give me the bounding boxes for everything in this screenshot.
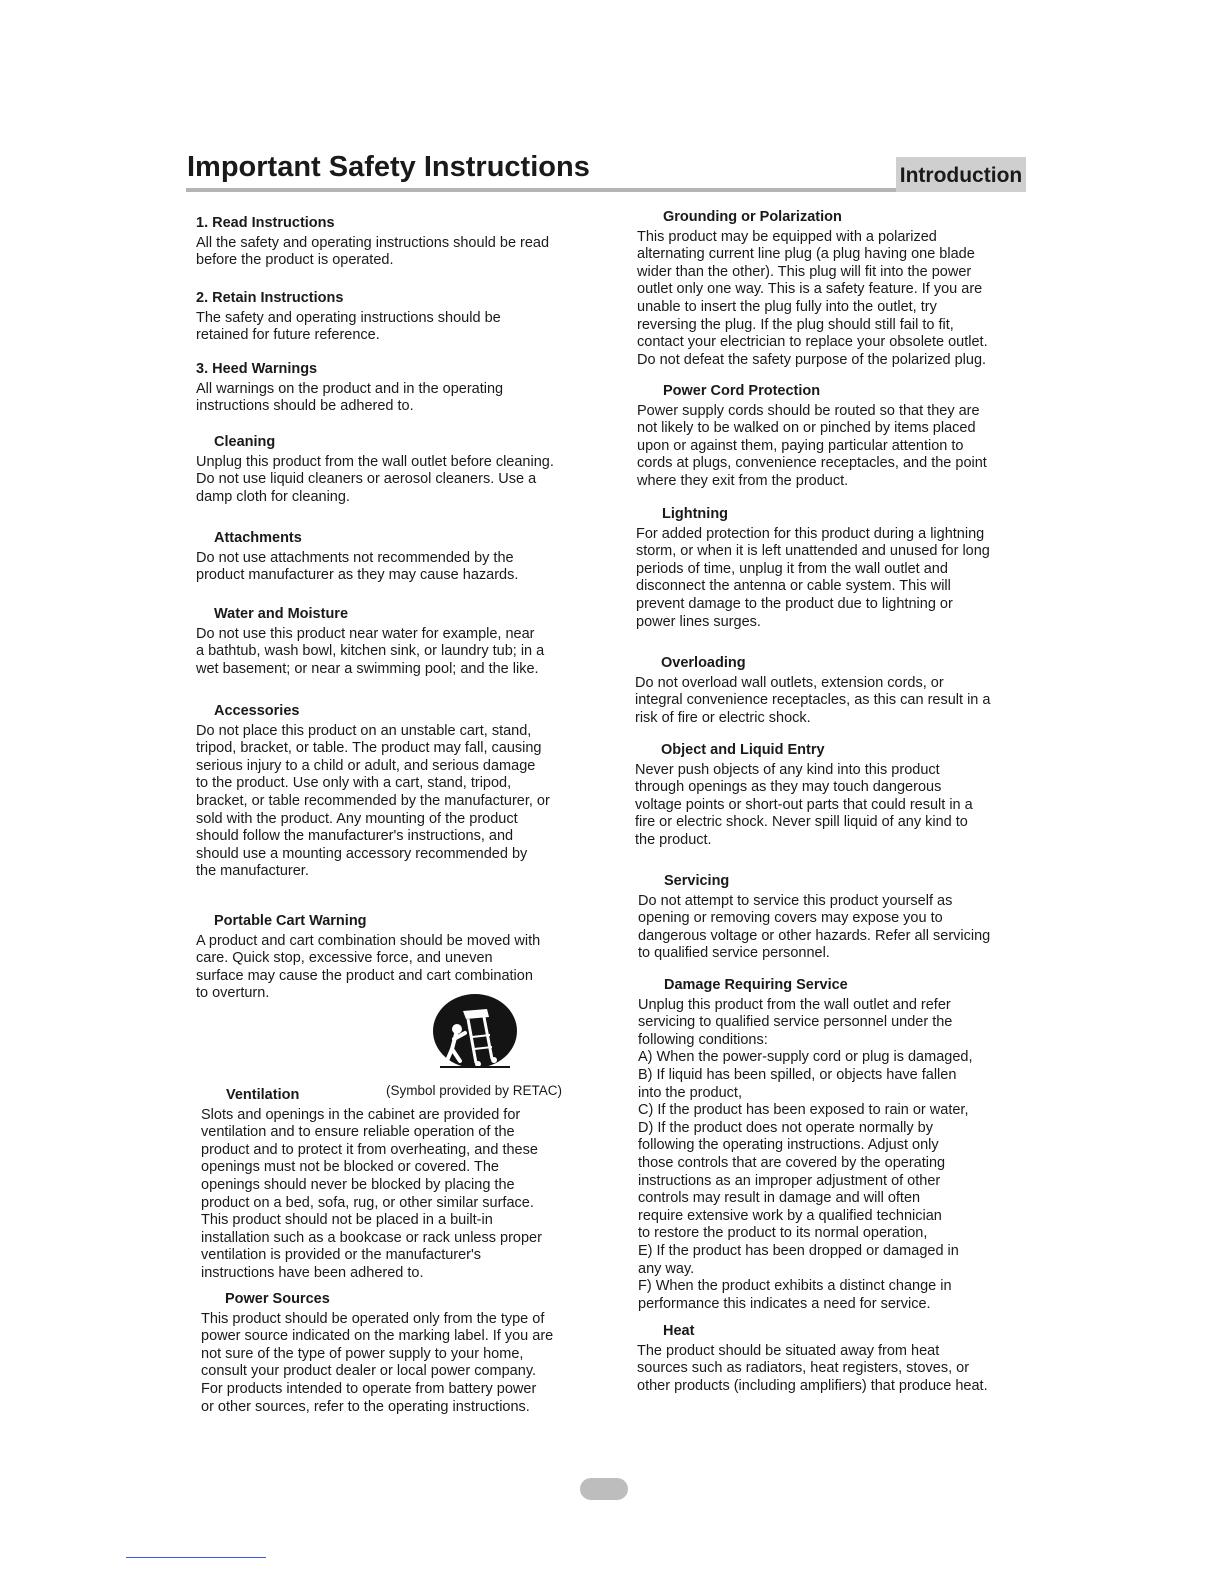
section-object-and-liquid-entry [635, 742, 1025, 850]
section-heading: Lightning [662, 506, 729, 522]
section-power-sources [201, 1291, 591, 1416]
section-heading: Object and Liquid Entry [661, 742, 825, 758]
page-number-badge [580, 1478, 628, 1500]
section-body: All warnings on the product and in the operating instructions should be adhered to. [196, 380, 504, 415]
section-body: Do not overload wall outlets, extension cords, or integral convenience receptacles, as this can result in a risk of fire or electric shock. [635, 674, 991, 726]
section-heading: Water and Moisture [214, 606, 349, 622]
section-body: Never push objects of any kind into this product through openings as they may touch dangerous voltage points or short-out parts that could result in a fire or electric shock. Never spill liquid of any kind to the product. [635, 761, 973, 848]
section-heading: Attachments [214, 530, 302, 546]
section-lightning [636, 506, 1026, 631]
symbol-caption: (Symbol provided by RETAC) [386, 1083, 563, 1098]
cart-tip-over-warning-icon [432, 993, 518, 1071]
section-body: Slots and openings in the cabinet are provided for ventilation and to ensure reliable operation of the product and to protect it from overheating, and these openings must not be blocked or covered. The openings should never be blocked by placing the product on a bed, sofa, rug, or other similar surface. This product should not be placed in a built-in installation such as a bookcase or rack unless proper ventilation is provided or the manufacturer's instructions have been adhered to. [201, 1106, 542, 1281]
section-cleaning [196, 434, 586, 506]
section-heading: Servicing [664, 873, 730, 889]
section-heading: 3. Heed Warnings [196, 361, 318, 377]
section-heading: Power Sources [225, 1291, 330, 1307]
section-body: The safety and operating instructions should be retained for future reference. [196, 309, 501, 344]
section-heading: 2. Retain Instructions [196, 290, 344, 306]
section-tab: Introduction [896, 157, 1026, 192]
section-heading: Ventilation [226, 1087, 300, 1103]
section-body: Unplug this product from the wall outlet and refer servicing to qualified service personnel under the following conditions: A) When the power-supply cord or plug is damaged, B) If liquid has been spilled, or objects have fallen into the product, C) If the product has been exposed to rain or water, D) If the product does not operate normally by following the operating instructions. Adjust only those controls that are covered by the operating instructions as an improper adjustment of other controls may result in damage and will often require extensive work by a qualified technician to restore the product to its normal operation, E) If the product has been dropped or damaged in any way. F) When the product exhibits a distinct change in performance this indicates a need for service. [638, 996, 973, 1312]
section-grounding-or-polarization [637, 209, 1027, 369]
section-body: Do not use this product near water for example, near a bathtub, wash bowl, kitchen sink, or laundry tub; in a wet basement; or near a swimming pool; and the like. [196, 625, 545, 677]
section-heading: Damage Requiring Service [664, 977, 848, 993]
section-water-and-moisture [196, 606, 586, 678]
section-damage-requiring-service [638, 977, 1028, 1313]
section-heading: Cleaning [214, 434, 276, 450]
section-attachments [196, 530, 586, 585]
section-heading: Accessories [214, 703, 300, 719]
section-portable-cart-warning [196, 913, 586, 1003]
section-overloading [635, 655, 1025, 727]
section-power-cord-protection [637, 383, 1027, 491]
section-body: Do not use attachments not recommended by the product manufacturer as they may cause hazards. [196, 549, 519, 584]
section-servicing [638, 873, 1028, 963]
section-heading: Grounding or Polarization [663, 209, 842, 225]
section-body: Do not attempt to service this product yourself as opening or removing covers may expose you to dangerous voltage or other hazards. Refer all servicing to qualified service personnel. [638, 892, 991, 962]
section-heat [637, 1323, 1027, 1395]
section-heading: 1. Read Instructions [196, 215, 335, 231]
section-heading: Portable Cart Warning [214, 913, 367, 929]
section-ventilation [201, 1087, 591, 1283]
section-heading: Overloading [661, 655, 746, 671]
section-accessories [196, 703, 586, 881]
section-body: For added protection for this product during a lightning storm, or when it is left unattended and unused for long periods of time, unplug it from the wall outlet and disconnect the antenna or cable system. This will prevent damage to the product due to lightning or power lines surges. [636, 525, 990, 630]
section-body: Unplug this product from the wall outlet before cleaning. Do not use liquid cleaners or aerosol cleaners. Use a damp cloth for cleaning. [196, 453, 554, 505]
page-title: Important Safety Instructions [187, 151, 590, 183]
bottom-link-underline [126, 1557, 266, 1558]
section-heading: Heat [663, 1323, 695, 1339]
section-retain-instructions [196, 290, 586, 345]
section-body: This product should be operated only from the type of power source indicated on the marking label. If you are not sure of the type of power supply to your home, consult your product dealer or local power company. For products intended to operate from battery power or other sources, refer to the operating instructions. [201, 1310, 554, 1415]
section-body: Power supply cords should be routed so that they are not likely to be walked on or pinched by items placed upon or against them, paying particular attention to cords at plugs, convenience receptacles, and the point where they exit from the product. [637, 402, 987, 489]
section-body: A product and cart combination should be moved with care. Quick stop, excessive force, and uneven surface may cause the product and cart combination to overturn. [196, 932, 541, 1002]
section-heading: Power Cord Protection [663, 383, 821, 399]
section-heed-warnings [196, 361, 586, 416]
section-body: The product should be situated away from heat sources such as radiators, heat registers, stoves, or other products (including amplifiers) that produce heat. [637, 1342, 988, 1394]
section-body: This product may be equipped with a polarized alternating current line plug (a plug having one blade wider than the other). This plug will fit into the power outlet only one way. This is a safety feature. If you are unable to insert the plug fully into the outlet, try reversing the plug. If the plug should still fail to fit, contact your electrician to replace your obsolete outlet. Do not defeat the safety purpose of the polarized plug. [637, 228, 988, 368]
section-read-instructions [196, 215, 586, 270]
section-body: All the safety and operating instructions should be read before the product is operated. [196, 234, 550, 269]
section-body: Do not place this product on an unstable cart, stand, tripod, bracket, or table. The product may fall, causing serious injury to a child or adult, and serious damage to the product. Use only with a cart, stand, tripod, bracket, or table recommended by the manufacturer, or sold with the product. Any mounting of the product should follow the manufacturer's instructions, and should use a mounting accessory recommended by the manufacturer. [196, 722, 550, 880]
